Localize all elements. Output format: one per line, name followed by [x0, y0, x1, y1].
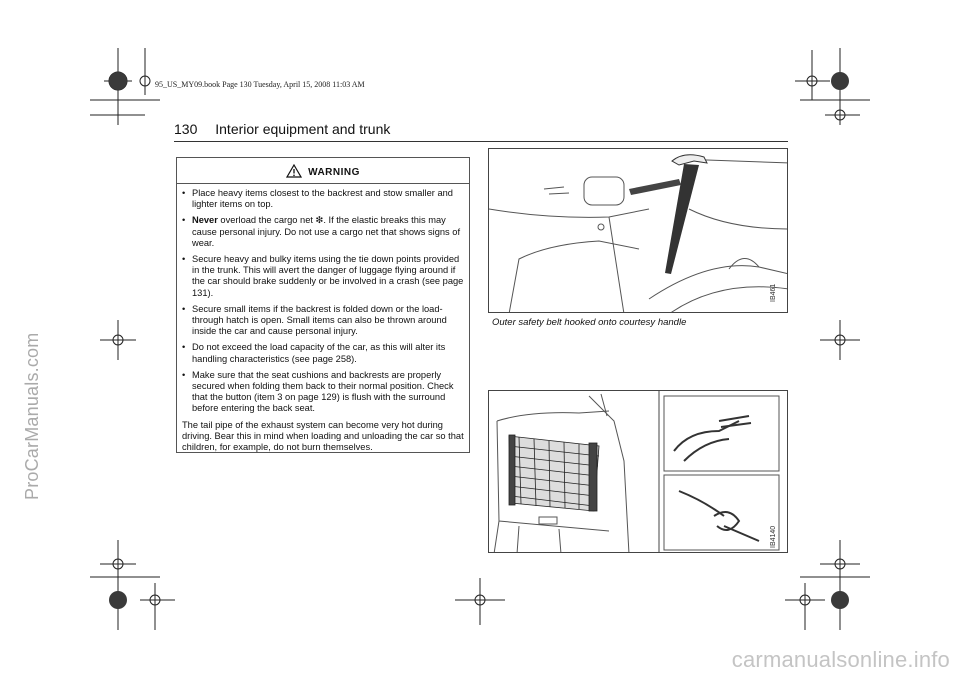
warning-item: • Never overload the cargo net ❇. If the elastic breaks this may cause personal injury. Do not use a cargo net that shows signs of wear.	[182, 215, 466, 249]
figure-code: IB4140	[770, 525, 777, 548]
figure-code: IB461	[770, 283, 777, 302]
warning-item: • Secure small items if the backrest is folded down or the load-through hatch is open. Small items can also be thrown around inside the car and cause personal injury.	[182, 304, 466, 338]
header-rule	[174, 141, 788, 142]
warning-heading	[177, 164, 469, 178]
warning-list	[182, 188, 466, 415]
warning-divider	[177, 183, 469, 184]
warning-body	[182, 188, 466, 453]
page-number: 130	[174, 121, 198, 137]
warning-title: WARNING	[308, 167, 360, 178]
seatbelt-illustration	[488, 148, 788, 313]
page-title: Interior equipment and trunk	[215, 121, 391, 137]
warning-item: • Make sure that the seat cushions and backrests are properly secured when folding them back to their normal position. Check that the button (item 3 on page 129) is flush with the surround before entering the back seat.	[182, 370, 466, 415]
warning-triangle-icon	[286, 164, 302, 178]
warning-item: • Place heavy items closest to the backrest and stow smaller and lighter items on top.	[182, 188, 466, 210]
figure-caption: Outer safety belt hooked onto courtesy handle	[492, 317, 687, 328]
warning-box	[176, 157, 470, 453]
cargo-net-illustration	[488, 390, 788, 553]
page-header	[174, 121, 390, 137]
print-header: 95_US_MY09.book Page 130 Tuesday, April 15, 2008 11:03 AM	[155, 80, 365, 89]
warning-item: • Secure heavy and bulky items using the tie down points provided in the trunk. This will avert the danger of luggage flying around if the car should brake suddenly or be involved in a crash (see page 131).	[182, 254, 466, 299]
warning-item: • Do not exceed the load capacity of the car, as this will alter its handling characteristics (see page 258).	[182, 342, 466, 364]
footer-watermark: carmanualsonline.info	[731, 647, 950, 672]
side-watermark: ProCarManuals.com	[22, 332, 42, 500]
warning-closing: The tail pipe of the exhaust system can become very hot during driving. Bear this in mind when loading and unloading the car so that children, for example, do not burn themselves.	[182, 419, 464, 453]
